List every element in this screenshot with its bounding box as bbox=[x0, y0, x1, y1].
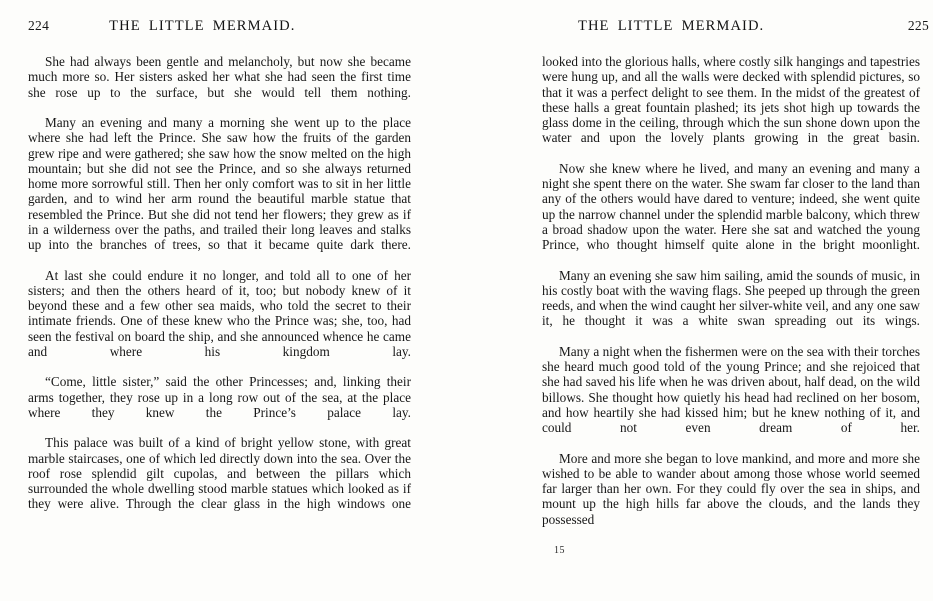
paragraph: Many an evening and many a morning she went up to the place where she had left the Prince. She saw how the fruits of the garden grew ripe and were gathered; she saw how the snow melted on the high mountain; but she did not see the Prince, and so she always returned home more sorrowful still. Then her only comfort was to sit in her little garden, and to wind her arm round the beautiful marble statue that resembled the Prince. But she did not tend her flowers; they grew as if in a wilderness over the paths, and trailed their long leaves and stalks up into the branches of trees, so that it became quite dark there. bbox=[28, 115, 411, 252]
right-running-head bbox=[542, 18, 933, 42]
right-text-column bbox=[542, 54, 920, 558]
right-page bbox=[466, 0, 933, 601]
left-text-column bbox=[28, 54, 411, 527]
paragraph: Many a night when the fishermen were on the sea with their torches she heard much good told of the young Prince; and she rejoiced that she had saved his life when he was driven about, half dead, on the wild billows. She thought how quietly his head had reclined on her bosom, and how heartily she had kissed him; but he knew nothing of it, and could not even dream of her. bbox=[542, 343, 920, 435]
paragraph-continuation: looked into the glorious halls, where costly silk hangings and tapestries were hung up, and all the walls were decked with splendid pictures, so that it was a perfect delight to see them. In the midst of the greatest of these halls a great fountain plashed; its jets shot high up towards the glass dome in the ceiling, through which the sun shone down upon the water and upon the lovely plants growing in the great basin. bbox=[542, 54, 920, 146]
left-page-folio: 224 bbox=[28, 18, 50, 33]
paragraph: More and more she began to love mankind, and more and more she wished to be able to wander about among those whose world seemed far larger than her own. For they could fly over the sea in ships, and mount up the high hills far above the clouds, and the lands they possessed bbox=[542, 450, 920, 527]
left-page bbox=[0, 0, 466, 601]
right-page-folio: 225 bbox=[907, 18, 929, 33]
paragraph: “Come, little sister,” said the other Princesses; and, linking their arms together, they rose up in a long row out of the sea, at the place where they knew the Prince’s palace lay. bbox=[28, 374, 411, 420]
paragraph: This palace was built of a kind of bright yellow stone, with great marble staircases, one of which led directly down into the sea. Over the roof rose splendid gilt cupolas, and between the pillars which surrounded the whole dwelling stood marble statues which looked as if they were alive. Through the clear glass in the high windows one bbox=[28, 435, 411, 512]
paragraph: Many an evening she saw him sailing, amid the sounds of music, in his costly boat with the waving flags. She peeped up through the green reeds, and when the wind caught her silver-white veil, and any one saw it, he thought it was a white swan spreading out its wings. bbox=[542, 267, 920, 329]
signature-mark: 15 bbox=[554, 545, 565, 556]
paragraph: Now she knew where he lived, and many an evening and many a night she spent there on the water. She swam far closer to the land than any of the others would have dared to venture; indeed, she went quite up the narrow channel under the splendid marble balcony, which threw a broad shadow upon the water. Here she sat and watched the young Prince, who thought himself quite alone in the bright moonlight. bbox=[542, 160, 920, 252]
paragraph: At last she could endure it no longer, and told all to one of her sisters; and then the others heard of it, too; but nobody knew of it beyond these and a few other sea maids, who told the secret to their intimate friends. One of these knew who the Prince was; she, too, had seen the festival on board the ship, and she announced whence he came and where his kingdom lay. bbox=[28, 267, 411, 359]
right-running-title: THE LITTLE MERMAID. bbox=[578, 18, 765, 34]
left-running-head bbox=[28, 18, 411, 42]
paragraph: She had always been gentle and melancholy, but now she became much more so. Her sisters asked her what she had seen the first time she rose up to the surface, but she would tell them nothing. bbox=[28, 54, 411, 100]
left-running-title: THE LITTLE MERMAID. bbox=[109, 18, 296, 34]
